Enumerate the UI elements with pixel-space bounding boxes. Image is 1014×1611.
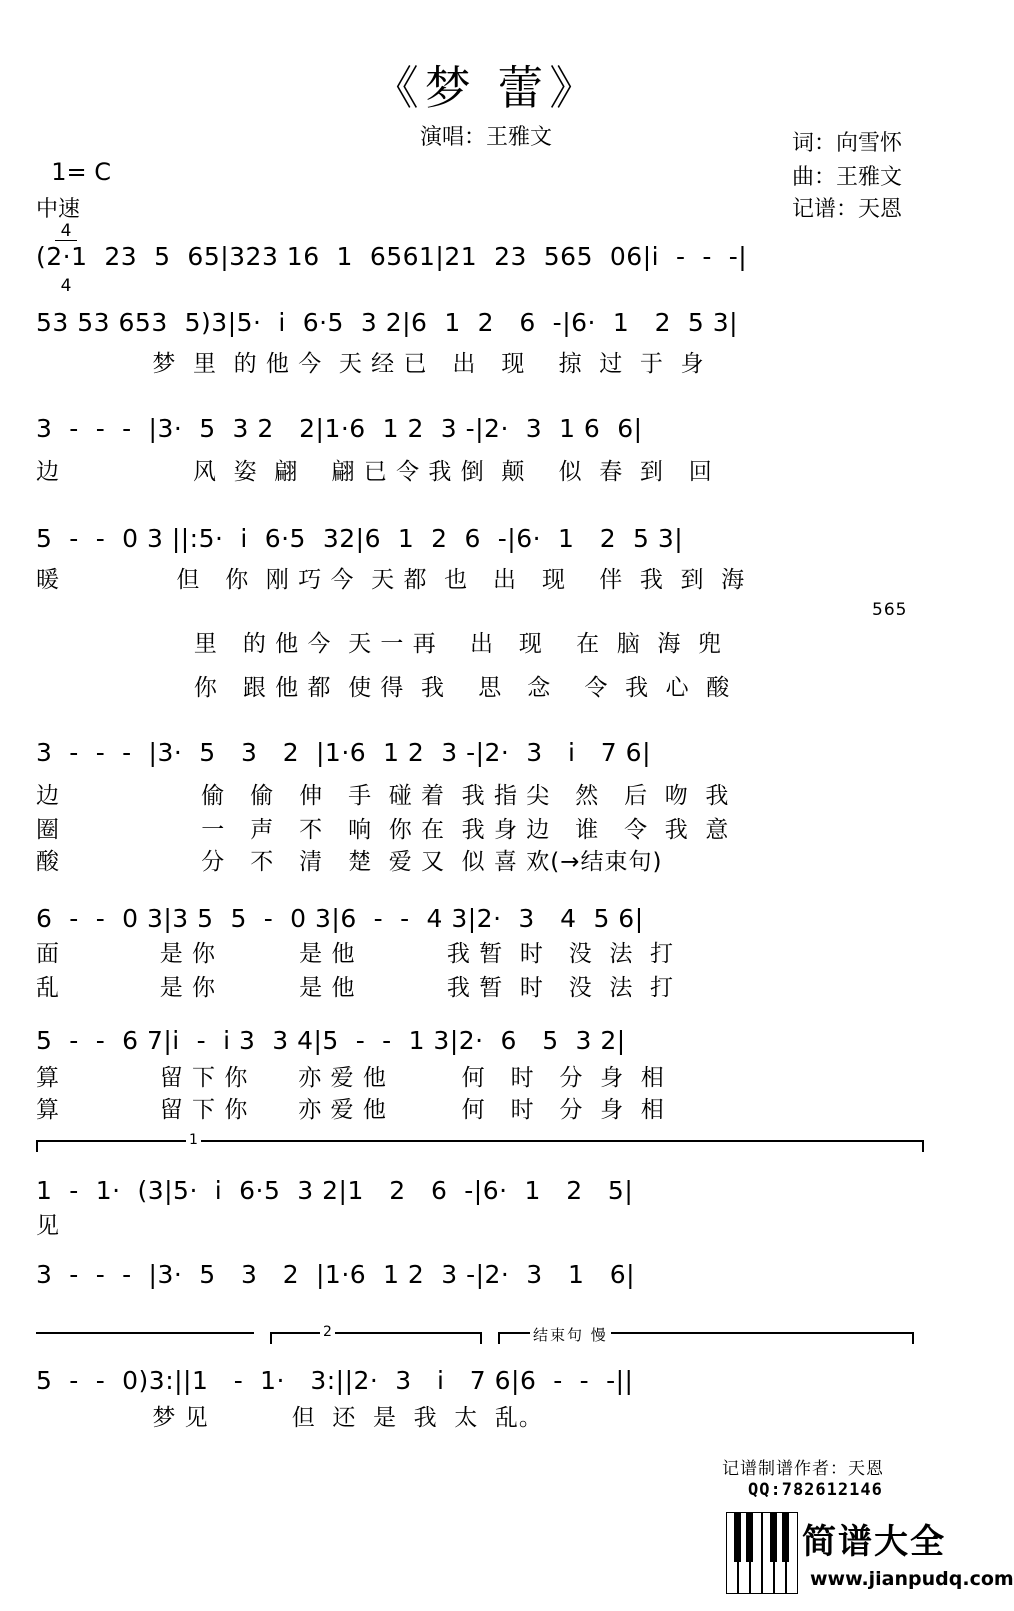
time-signature-bottom: 4 <box>60 276 72 296</box>
notation-line: 5 - - 0 3 ||:5· i 6·5 32|6 1 2 6 -|6· 1 2 5 3| <box>36 524 684 553</box>
notation-line: 1 - 1· (3|5· i 6·5 3 2|1 2 6 -|6· 1 2 5| <box>36 1176 634 1205</box>
lyric-line: 你 跟 他 都 使 得 我 思 念 令 我 心 酸 <box>36 675 731 701</box>
volta-number: 1 <box>186 1132 201 1148</box>
singer-credit: 演唱：王雅文 <box>420 125 553 150</box>
lyric-line: 里 的 他 今 天 一 再 出 现 在 脑 海 兜 <box>36 631 722 657</box>
volta-bracket-1 <box>36 1132 924 1152</box>
site-name: 简谱大全 <box>802 1522 946 1562</box>
score-title: 《梦 蕾》 <box>372 61 602 115</box>
notation-line: 3 - - - |3· 5 3 2 |1·6 1 2 3 -|2· 3 1 6| <box>36 1260 636 1289</box>
volta-number: 2 <box>320 1324 335 1340</box>
score-system-2 <box>36 308 948 352</box>
lyric-line: 算 留 下 你 亦 爱 他 何 时 分 身 相 <box>36 1097 665 1123</box>
site-url: www.jianpudq.com <box>810 1568 1014 1590</box>
lyric-line: 酸 分 不 清 楚 爱 又 似 喜 欢(→结束句) <box>36 849 663 875</box>
lyric-line: 边 风 姿 翩 翩 已 令 我 倒 颠 似 春 到 回 <box>36 459 713 485</box>
notation-line: (2·1 23 5 65|323 16 1 6561|21 23 565 06|i - - -| <box>36 242 748 271</box>
score-system-3 <box>36 414 948 458</box>
notation-line: 5 - - 0)3:||1 - 1· 3:||2· 3 i 7 6|6 - - -|| <box>36 1366 634 1395</box>
ending-bracket <box>498 1326 914 1344</box>
ornament-notes: 565 <box>872 600 908 620</box>
score-system-9 <box>36 1260 948 1304</box>
lyricist-credit: 词：向雪怀 <box>792 131 903 156</box>
lyric-line: 见 <box>36 1213 60 1239</box>
time-signature-top: 4 <box>55 222 77 241</box>
notation-line: 6 - - 0 3|3 5 5 - 0 3|6 - - 4 3|2· 3 4 5 6| <box>36 904 644 933</box>
key-label: 1= C <box>51 158 112 186</box>
notation-line: 3 - - - |3· 5 3 2 2|1·6 1 2 3 -|2· 3 1 6 6| <box>36 414 643 443</box>
notation-line: 53 53 653 5)3|5· i 6·5 3 2|6 1 2 6 -|6· 1 2 5 3| <box>36 308 739 337</box>
lyric-line: 梦 见 但 还 是 我 太 乱。 <box>36 1405 543 1431</box>
lyric-line: 面 是 你 是 他 我 暂 时 没 法 打 <box>36 941 674 967</box>
lyric-line: 暖 但 你 刚 巧 今 天 都 也 出 现 伴 我 到 海 <box>36 567 746 593</box>
ending-label: 结束句 慢 <box>530 1324 611 1345</box>
footer-author: 记谱制谱作者：天恩 <box>722 1459 884 1479</box>
notation-line: 3 - - - |3· 5 3 2 |1·6 1 2 3 -|2· 3 i 7 6| <box>36 738 651 767</box>
composer-credit: 曲：王雅文 <box>792 165 903 190</box>
lyric-line: 圈 一 声 不 响 你 在 我 身 边 谁 令 我 意 <box>36 817 730 843</box>
lyric-line: 边 偷 偷 伸 手 碰 着 我 指 尖 然 后 吻 我 <box>36 783 730 809</box>
transcriber-credit: 记谱：天恩 <box>792 197 903 222</box>
piano-icon <box>726 1512 798 1594</box>
score-system-4 <box>36 524 948 568</box>
lyric-line: 算 留 下 你 亦 爱 他 何 时 分 身 相 <box>36 1065 665 1091</box>
site-logo <box>726 1510 1014 1606</box>
lyric-line: 梦 里 的 他 今 天 经 已 出 现 掠 过 于 身 <box>36 351 705 377</box>
volta-bracket-2 <box>270 1324 482 1344</box>
volta-bracket-line <box>36 1332 254 1344</box>
key-signature <box>36 130 111 331</box>
tempo-marking: 中速 <box>36 197 81 222</box>
score-system-1 <box>36 242 948 286</box>
score-system-5 <box>36 738 948 782</box>
footer-qq: QQ:782612146 <box>748 1480 883 1500</box>
notation-line: 5 - - 6 7|i - i 3 3 4|5 - - 1 3|2· 6 5 3 2| <box>36 1026 626 1055</box>
lyric-line: 乱 是 你 是 他 我 暂 时 没 法 打 <box>36 975 674 1001</box>
